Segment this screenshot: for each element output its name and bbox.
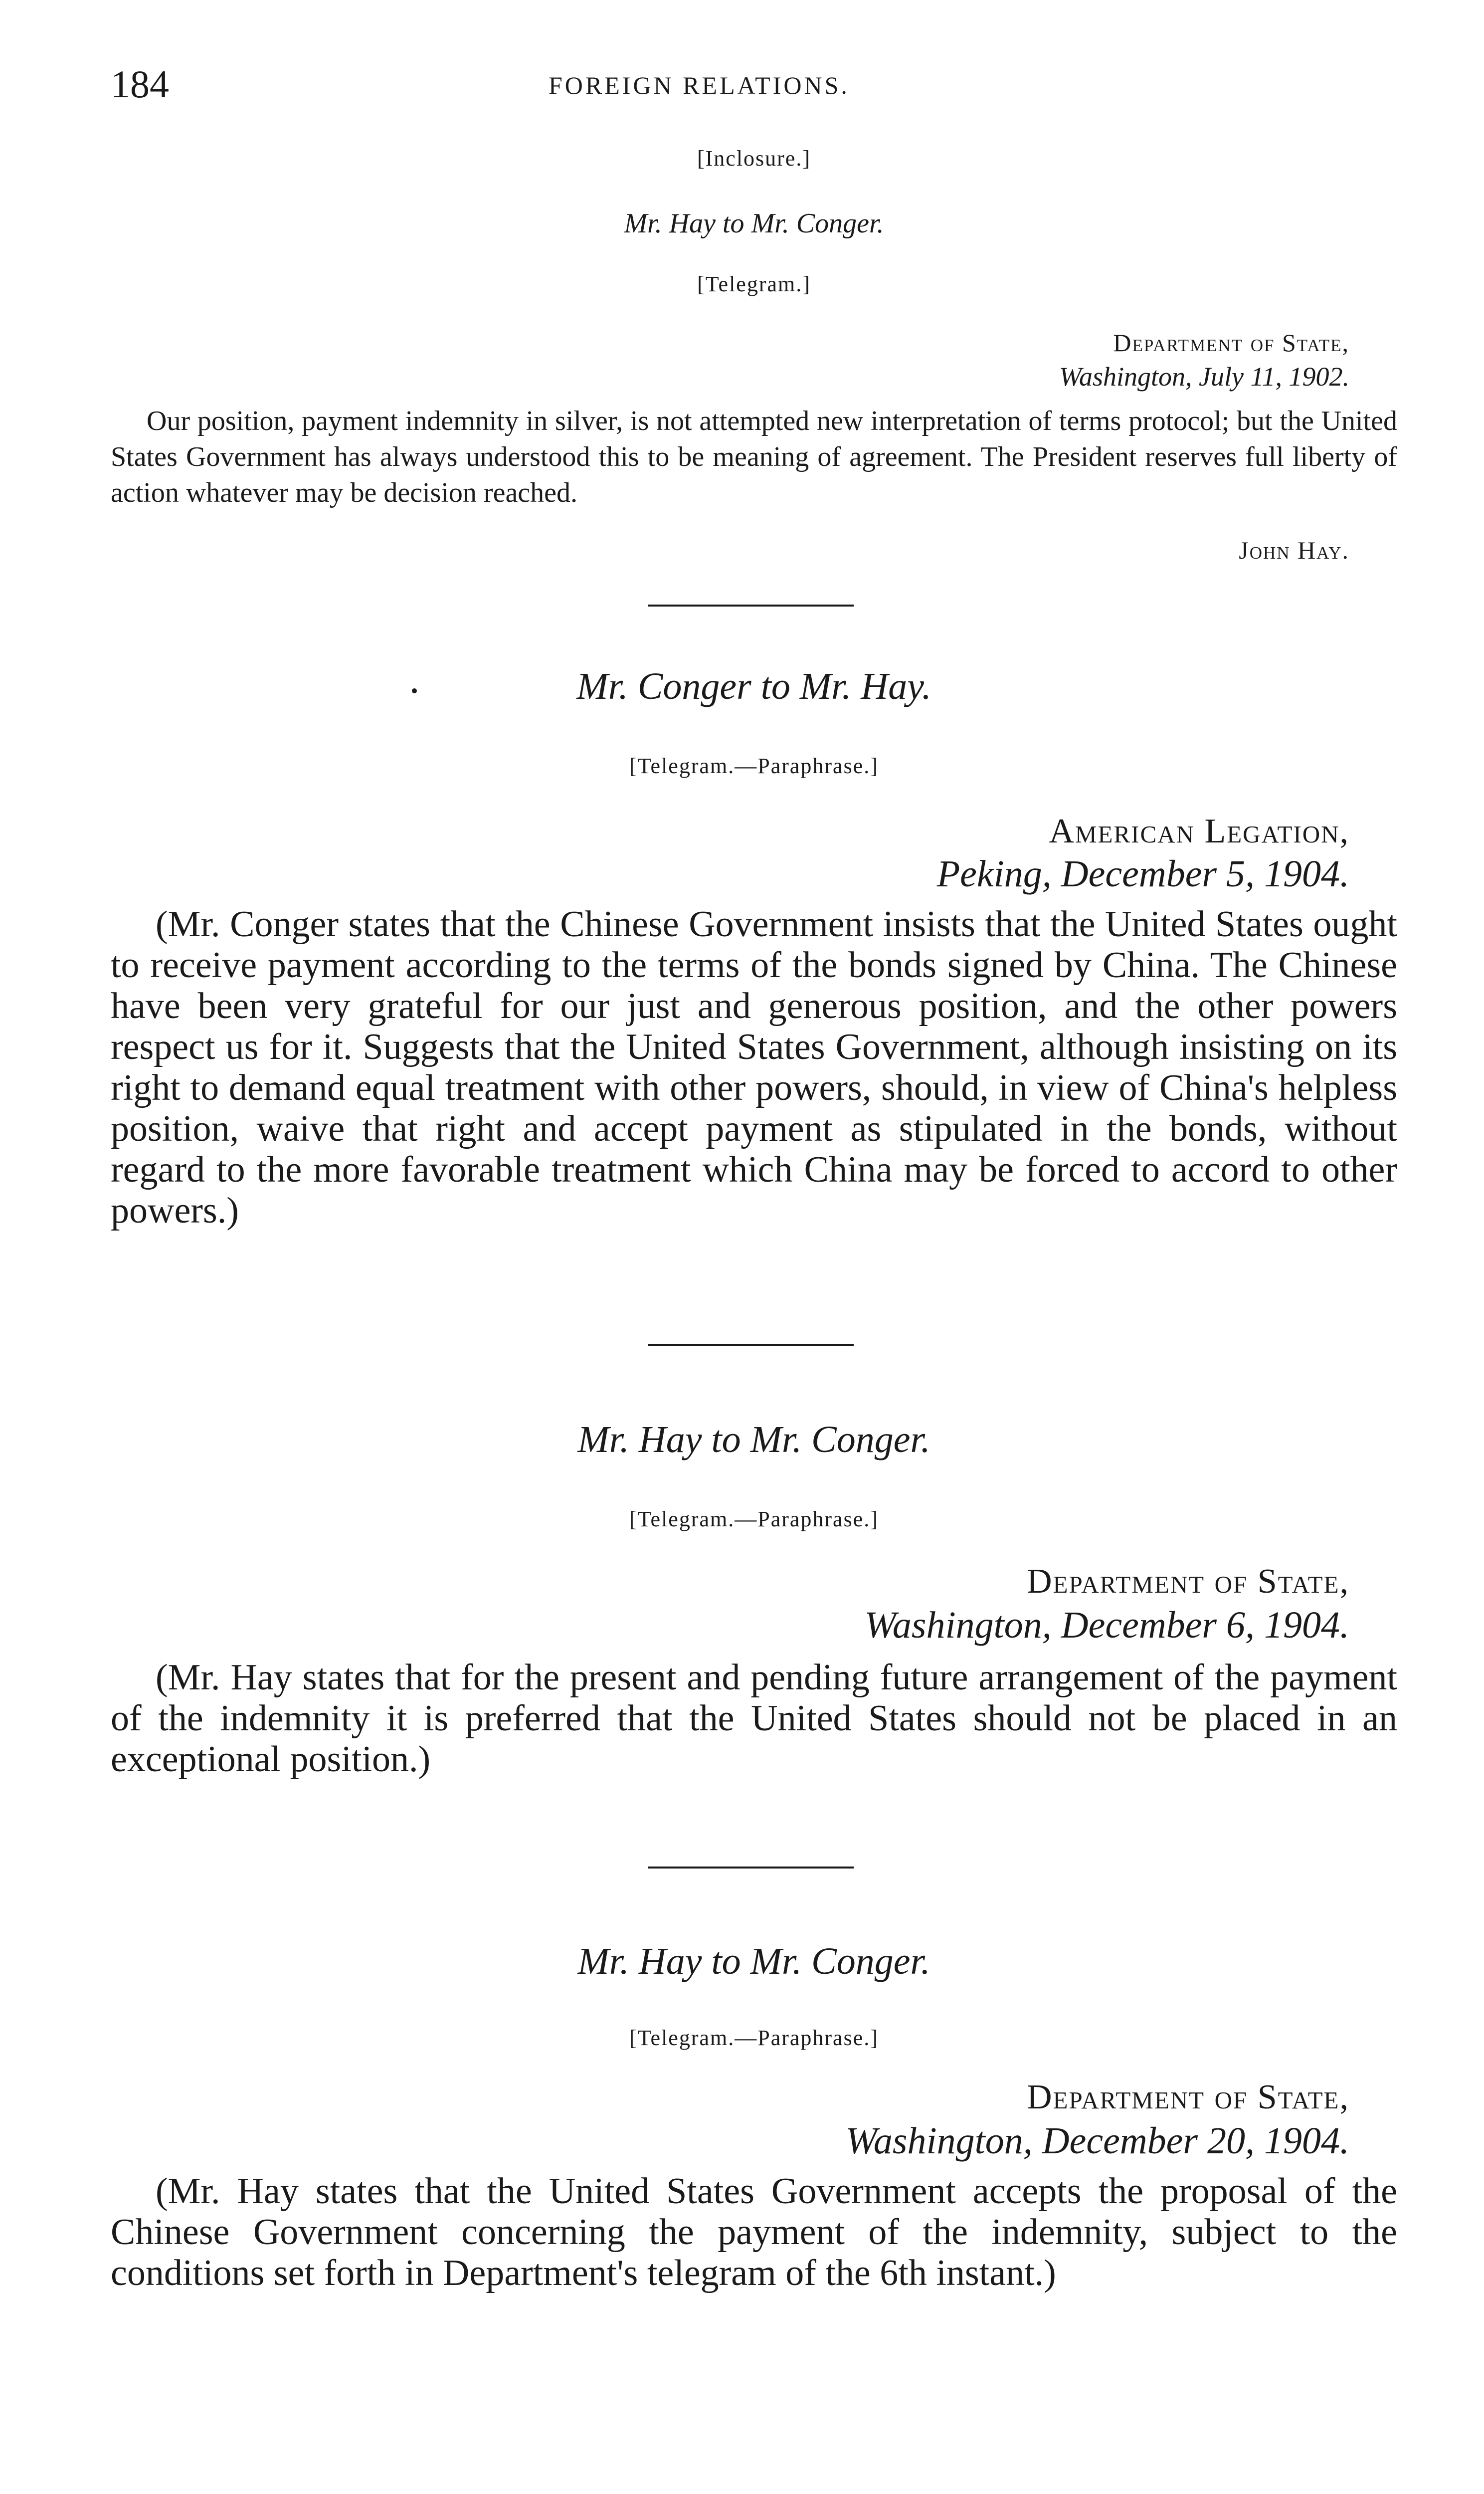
section1-body: Our position, payment indemnity in silver, is not attempted new interpretation of terms protocol; but the United States Government has always understood this to be meaning of agreement. The President reserves full liberty of action whatever may be decision reached. (111, 406, 1397, 508)
section3-place-date: Washington, December 6, 1904. (864, 1604, 1349, 1646)
inclosure-label: [Inclosure.] (697, 146, 811, 171)
section4-body: (Mr. Hay states that the United States Government accepts the proposal of the Chinese Government concerning the payment of the indemnity, subject to the conditions set forth in Department's telegram of the 6th instant.) (111, 2171, 1397, 2293)
section2-telegram-label: [Telegram.—Paraphrase.] (629, 754, 879, 778)
section2-heading: Mr. Conger to Mr. Hay. (576, 665, 931, 707)
section1-signature: John Hay. (1239, 536, 1349, 564)
section1-dept: Department of State, (1113, 329, 1349, 357)
section3-telegram-label: [Telegram.—Paraphrase.] (629, 1507, 879, 1531)
section2-dept: American Legation, (1049, 812, 1349, 850)
section3-body: (Mr. Hay states that for the present and pending future arrangement of the payment of the indemnity it is preferred that the United States should not be placed in an exceptional position.) (111, 1657, 1397, 1780)
section4-place-date: Washington, December 20, 1904. (845, 2120, 1349, 2162)
section2-body: (Mr. Conger states that the Chinese Government insists that the United States ought to receive payment according to the terms of the bonds signed by China. The Chinese have been very grateful for our just and generous position, and the other powers respect us for it. Suggests that the United States Government, although insisting on its right to demand equal treatment with other powers, should, in view of China's helpless position, waive that right and accept payment as stipulated in the bonds, without regard to the more favorable treatment which China may be forced to accord to other powers.) (111, 904, 1397, 1231)
section3-dept: Department of State, (1026, 1562, 1349, 1601)
section-divider-2 (648, 1344, 854, 1346)
section2-place-date: Peking, December 5, 1904. (936, 853, 1349, 895)
section1-heading: Mr. Hay to Mr. Conger. (624, 208, 884, 239)
section3-heading: Mr. Hay to Mr. Conger. (577, 1419, 930, 1460)
section4-heading: Mr. Hay to Mr. Conger. (577, 1940, 930, 1982)
section1-place-date: Washington, July 11, 1902. (1059, 362, 1349, 392)
section-divider-1 (648, 605, 854, 607)
running-title: FOREIGN RELATIONS. (549, 71, 850, 99)
section4-telegram-label: [Telegram.—Paraphrase.] (629, 2026, 879, 2050)
page-number: 184 (111, 62, 169, 106)
section1-telegram-label: [Telegram.] (697, 272, 811, 296)
section-divider-3 (648, 1867, 854, 1869)
section4-dept: Department of State, (1026, 2078, 1349, 2116)
